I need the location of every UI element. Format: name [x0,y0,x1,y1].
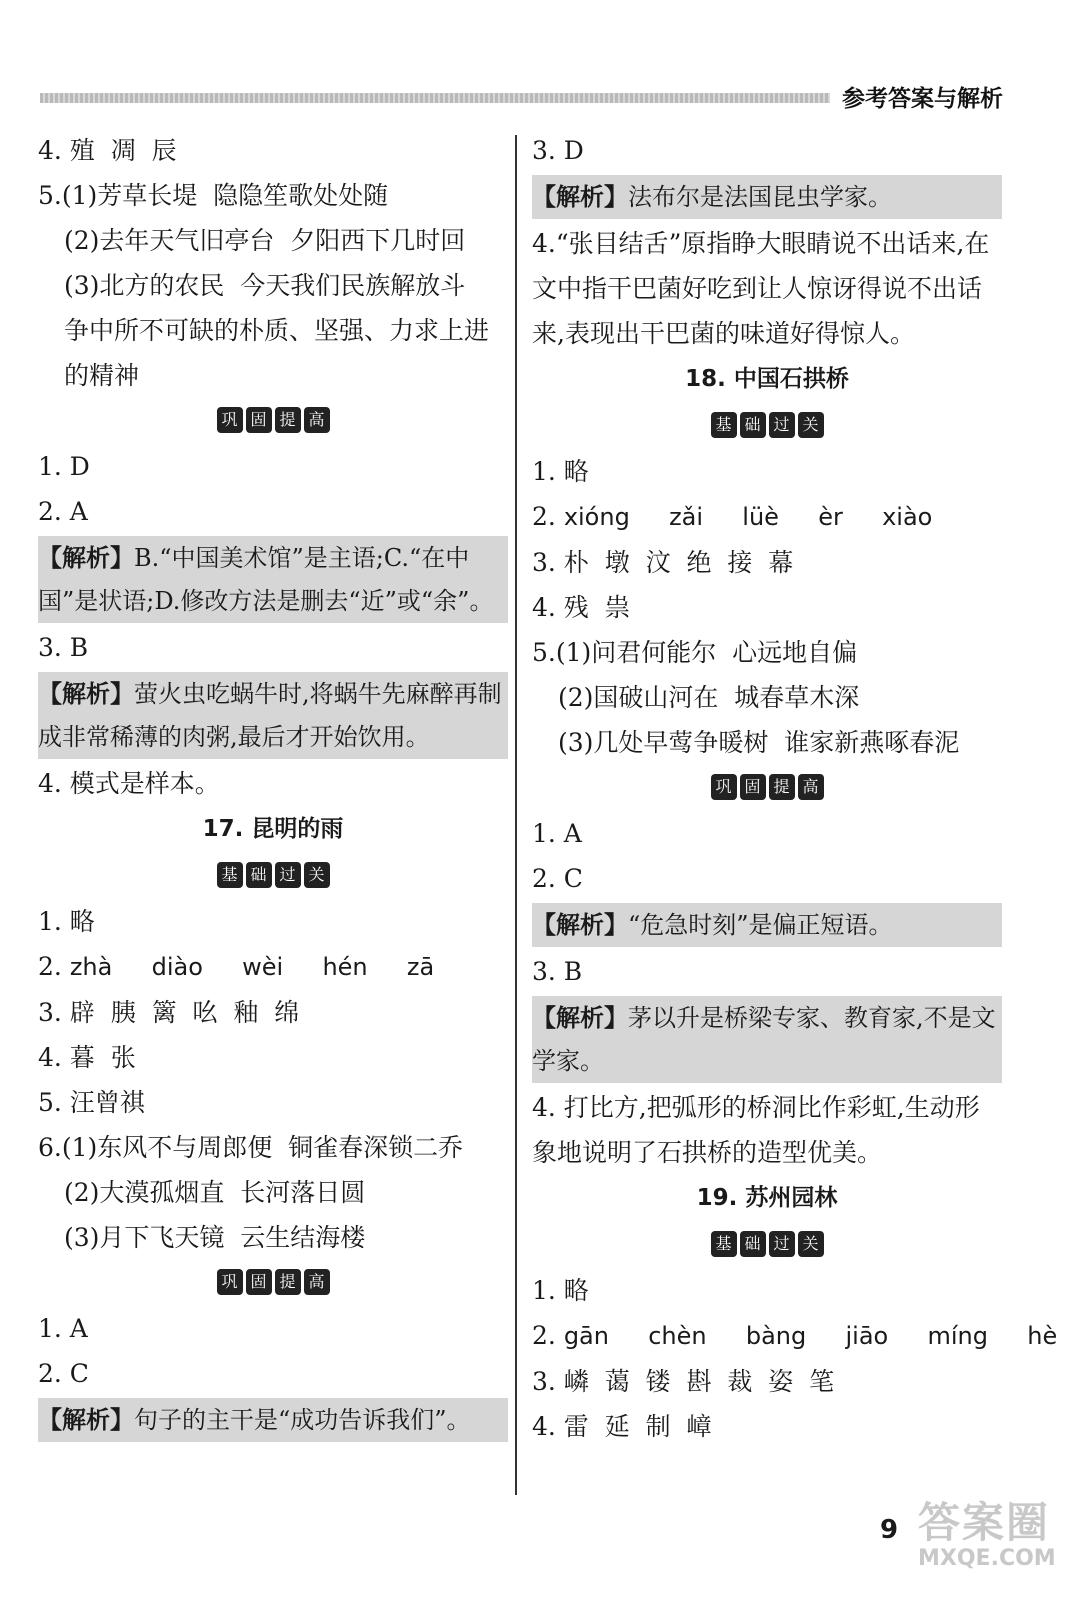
badge-char: 础 [740,412,766,438]
answer-line: 6.(1)东风不与周郎便 铜雀春深锁二乔 [38,1133,464,1162]
left-column [38,128,508,1444]
lesson-title: 18. 中国石拱桥 [685,366,849,392]
answer-line: 3. B [38,633,89,662]
answer-line: (3)北方的农民 今天我们民族解放斗 [64,271,466,300]
watermark [918,1490,1068,1590]
analysis-tag: 【解析】 [532,182,628,211]
section-badge [532,403,1002,449]
badge-char: 固 [740,774,766,800]
answer-line: 1. 略 [38,907,95,936]
answer-line: 的精神 [64,361,140,390]
answer-line: 1. A [38,1314,88,1343]
badge-char: 础 [740,1231,766,1257]
section-badge [532,1222,1002,1268]
pinyin-text: xióng zǎi lüè èr xiào [563,503,933,531]
analysis-box [38,1398,508,1442]
answer-line: (2)国破山河在 城春草木深 [558,683,860,712]
answer-line: 5. 汪曾祺 [38,1088,145,1117]
watermark-logo: 答案圈 [918,1498,1051,1547]
badge-char: 固 [246,407,272,433]
answer-line [532,494,1002,540]
answer-line: 4. 模式是样本。 [38,769,220,798]
answer-line: 3. 朴 墩 汶 绝 接 幕 [532,548,794,577]
analysis-tag: 【解析】 [38,1405,134,1434]
answer-line: 1. A [532,819,582,848]
column-divider [515,135,517,1495]
badge-char: 高 [304,1269,330,1295]
badge-char: 础 [246,862,272,888]
answer-line: 4. 暮 张 [38,1043,136,1072]
answer-line: (2)大漠孤烟直 长河落日圆 [64,1178,366,1207]
analysis-box [532,175,1002,219]
analysis-tag: 【解析】 [38,679,134,708]
analysis-text: B.“中国美术馆”是主语;C.“在中国”是状语;D.修改方法是删去“近”或“余”。 [38,544,494,615]
item-number: 2. [532,1321,556,1350]
answer-line [38,944,508,990]
answer-line: 3. B [532,957,583,986]
lesson-title: 17. 昆明的雨 [202,816,344,842]
section-badge [38,398,508,444]
answer-line: 2. C [38,1359,89,1388]
answer-line: 4.“张目结舌”原指睁大眼睛说不出话来,在文中指干巴菌好吃到让人惊讶得说不出话来,表现出干巴菌的味道好得惊人。 [532,229,990,348]
answer-line: 2. C [532,864,583,893]
answer-line: 争中所不可缺的朴质、坚强、力求上进 [64,316,490,345]
right-column [532,128,1058,1449]
analysis-text: 句子的主干是“成功告诉我们”。 [134,1406,471,1434]
badge-char: 基 [217,862,243,888]
answer-line [532,1313,1058,1359]
section-badge [532,765,1002,811]
answer-line: 3. 辟 胰 篱 吆 釉 绵 [38,998,300,1027]
section-badge [38,1260,508,1306]
badge-char: 关 [304,862,330,888]
analysis-box [38,672,508,759]
answer-line: 5.(1)问君何能尔 心远地自偏 [532,638,858,667]
badge-char: 过 [769,1231,795,1257]
analysis-box [532,903,1002,947]
answer-line: 3. D [532,136,584,165]
page-header-title: 参考答案与解析 [842,86,1003,112]
analysis-text: “危急时刻”是偏正短语。 [628,911,893,939]
badge-char: 关 [798,412,824,438]
section-badge [38,853,508,899]
analysis-tag: 【解析】 [532,1003,628,1032]
analysis-text: 萤火虫吃蜗牛时,将蜗牛先麻醉再制成非常稀薄的肉粥,最后才开始饮用。 [38,680,502,751]
badge-char: 基 [711,1231,737,1257]
badge-char: 过 [769,412,795,438]
badge-char: 巩 [217,407,243,433]
answer-line: 2. A [38,497,88,526]
pinyin-text: zhà diào wèi hén zā [69,953,435,981]
badge-char: 固 [246,1269,272,1295]
badge-char: 巩 [711,774,737,800]
answer-line: 4. 殖 凋 辰 [38,136,177,165]
analysis-text: 茅以升是桥梁专家、教育家,不是文学家。 [532,1004,996,1075]
analysis-tag: 【解析】 [38,543,134,572]
answer-line: 5.(1)芳草长堤 隐隐笙歌处处随 [38,181,389,210]
header-rule [40,93,830,103]
item-number: 2. [38,952,62,981]
pinyin-text: gān chèn bàng jiāo míng hè [563,1322,1058,1350]
answer-line: (3)月下飞天镜 云生结海楼 [64,1223,366,1252]
badge-char: 基 [711,412,737,438]
answer-line: 1. D [38,452,90,481]
badge-char: 关 [798,1231,824,1257]
badge-char: 提 [275,1269,301,1295]
analysis-box [532,996,1002,1083]
badge-char: 巩 [217,1269,243,1295]
answer-line: 1. 略 [532,1276,589,1305]
badge-char: 高 [304,407,330,433]
answer-line: 1. 略 [532,457,589,486]
analysis-box [38,536,508,623]
badge-char: 过 [275,862,301,888]
badge-char: 提 [275,407,301,433]
answer-line: 4. 残 祟 [532,593,630,622]
analysis-text: 法布尔是法国昆虫学家。 [628,183,892,211]
answer-line: 3. 嶙 蔼 镂 斟 裁 姿 笔 [532,1367,835,1396]
badge-char: 提 [769,774,795,800]
watermark-url: MXQE.COM [918,1546,1056,1571]
answer-line: (3)几处早莺争暖树 谁家新燕啄春泥 [558,728,960,757]
analysis-tag: 【解析】 [532,910,628,939]
badge-char: 高 [798,774,824,800]
lesson-title: 19. 苏州园林 [696,1185,838,1211]
item-number: 2. [532,502,556,531]
page-number: 9 [880,1515,899,1545]
answer-line: 4. 雷 延 制 嶂 [532,1412,712,1441]
answer-line: 4. 打比方,把弧形的桥洞比作彩虹,生动形象地说明了石拱桥的造型优美。 [532,1093,980,1167]
answer-line: (2)去年天气旧亭台 夕阳西下几时回 [64,226,466,255]
